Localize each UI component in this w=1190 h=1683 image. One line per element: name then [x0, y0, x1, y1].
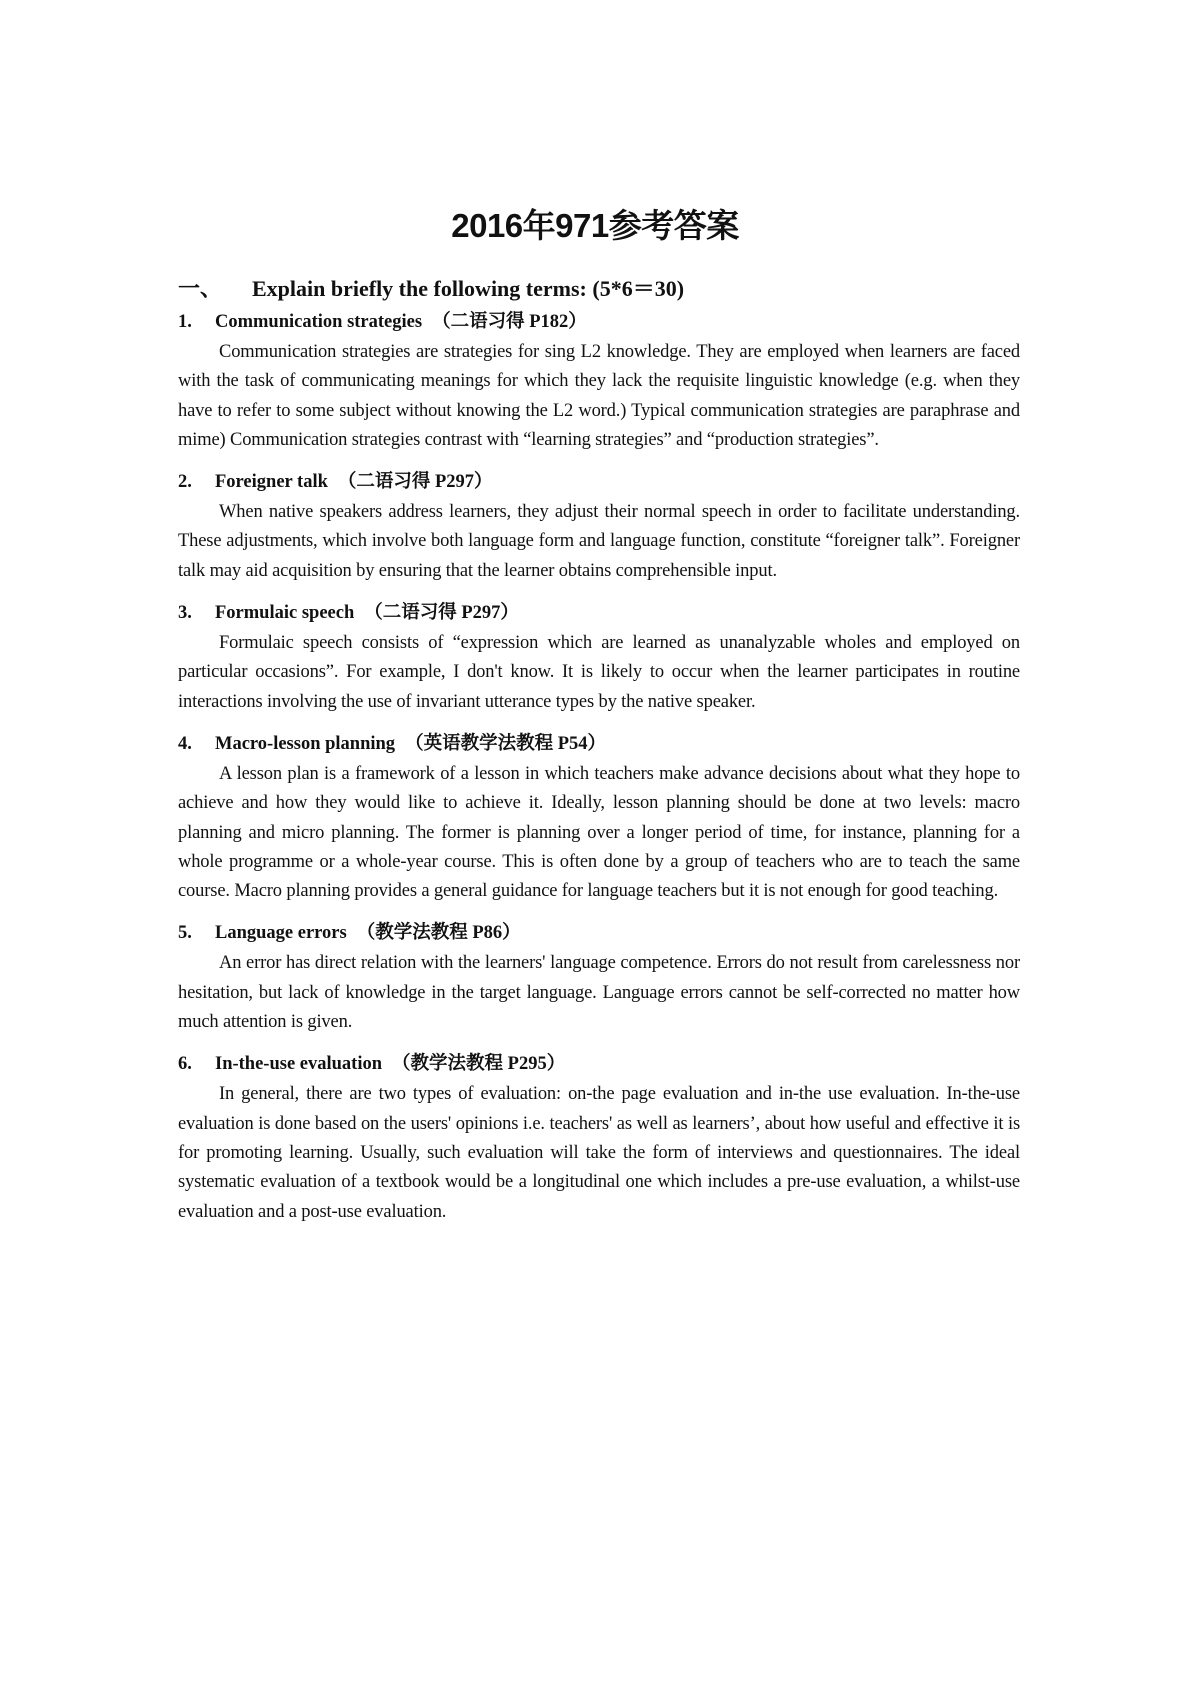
term-source: （二语习得 P297） — [337, 472, 493, 493]
term-number: 2. — [178, 472, 192, 493]
term-heading — [178, 729, 1020, 760]
section-title: Explain briefly the following terms: (5*6＝30) — [252, 276, 685, 301]
term-source: （教学法教程 P295） — [392, 1054, 566, 1075]
term-number: 5. — [178, 923, 192, 944]
term-item — [178, 918, 1020, 1037]
term-item — [178, 1049, 1020, 1226]
term-title: Language errors — [215, 923, 347, 944]
page-title: 2016年971参考答案 — [451, 207, 739, 244]
term-source: （英语教学法教程 P54） — [405, 733, 606, 754]
term-definition: An error has direct relation with the learners' language competence. Errors do not result from carelessness nor hesitation, but lack of knowledge in the target language. Language errors cannot be self-corrected no matter how much attention is given. — [178, 953, 1020, 1033]
term-definition: Communication strategies are strategies for sing L2 knowledge. They are employed when learners are faced with the task of communicating meanings for which they lack the requisite linguistic knowledge (e.g. when they have to refer to some subject without knowing the L2 word.) Typical communication strategies are paraphrase and mime) Communication strategies contrast with “learning strategies” and “production strategies”. — [178, 342, 1020, 450]
term-item — [178, 307, 1020, 455]
term-heading — [178, 1049, 1020, 1080]
term-number: 1. — [178, 312, 192, 332]
section-number: 一、 — [178, 276, 223, 301]
term-source: （二语习得 P182） — [432, 312, 587, 332]
term-source: （教学法教程 P86） — [356, 923, 521, 944]
term-definition: In general, there are two types of evaluation: on-the page evaluation and in-the use evaluation. In-the-use evaluation is done based on the users' opinions i.e. teachers' as well as learners’, about how useful and effective it is for promoting learning. Usually, such evaluation will take the form of interviews and questionnaires. The ideal systematic evaluation of a textbook would be a longitudinal one which includes a pre-use evaluation, a whilst-use evaluation and a post-use evaluation. — [178, 1084, 1020, 1222]
term-item — [178, 729, 1020, 906]
term-heading — [178, 918, 1020, 949]
term-definition: A lesson plan is a framework of a lesson in which teachers make advance decisions about what they hope to achieve and how they would like to achieve it. Ideally, lesson planning should be done at two levels: macro planning and micro planning. The former is planning over a longer period of time, for instance, planning for a whole programme or a whole-year course. This is often done by a group of teachers who are to teach the same course. Macro planning provides a general guidance for language teachers but it is not enough for good teaching. — [178, 763, 1020, 902]
term-item — [178, 467, 1020, 586]
term-definition: Formulaic speech consists of “expression which are learned as unanalyzable wholes and employed on particular occasions”. For example, I don't know. It is likely to occur when the learner participates in routine interactions involving the use of invariant utterance types by the native speaker. — [178, 633, 1020, 712]
term-heading — [178, 467, 1020, 498]
term-title: Communication strategies — [215, 312, 423, 332]
term-title: Foreigner talk — [215, 472, 328, 493]
section-heading — [178, 272, 1020, 303]
term-source: （二语习得 P297） — [364, 603, 519, 624]
term-list — [178, 307, 1020, 1227]
term-title: In-the-use evaluation — [215, 1054, 383, 1075]
term-definition: When native speakers address learners, they adjust their normal speech in order to facilitate understanding. These adjustments, which involve both language form and language function, constitute “foreigner talk”. Foreigner talk may aid acquisition by ensuring that the learner obtains comprehensible input. — [178, 502, 1020, 581]
term-number: 4. — [178, 733, 192, 754]
term-title: Macro-lesson planning — [215, 733, 396, 754]
document-body — [178, 272, 1020, 1239]
term-number: 3. — [178, 603, 192, 624]
term-heading — [178, 307, 1020, 338]
term-title: Formulaic speech — [215, 603, 355, 624]
term-item — [178, 598, 1020, 717]
term-heading — [178, 598, 1020, 629]
term-number: 6. — [178, 1054, 192, 1075]
